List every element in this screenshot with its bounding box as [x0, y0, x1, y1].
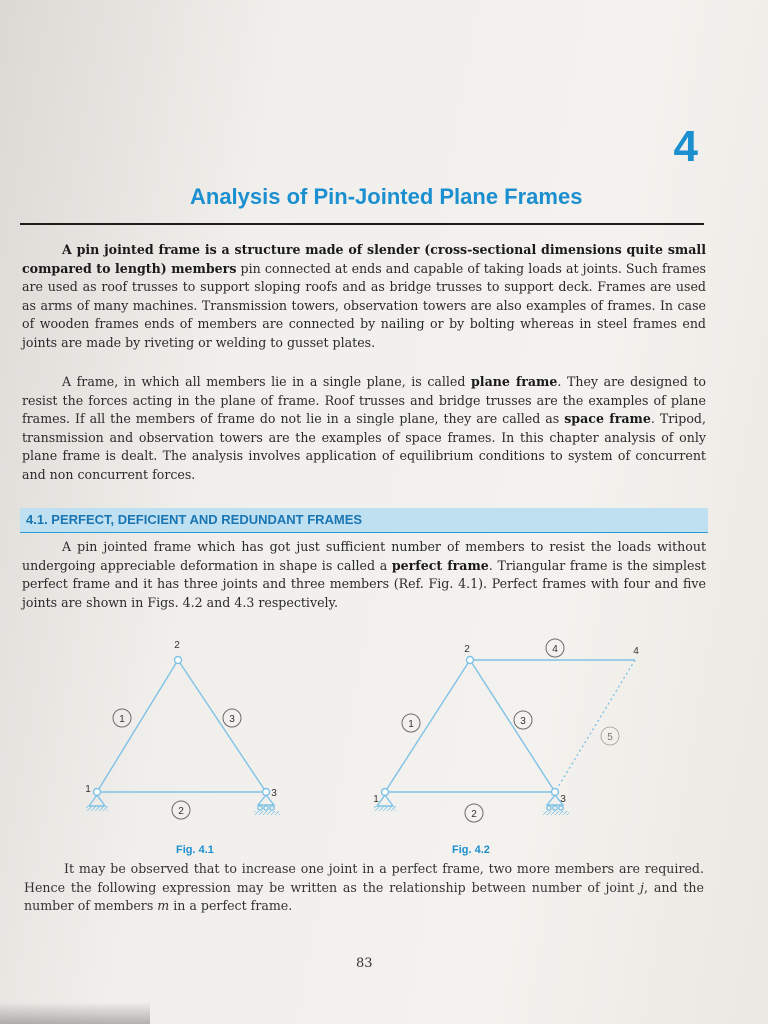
term-perfect-frame: perfect frame: [391, 557, 489, 573]
roller-wheel: [264, 806, 268, 810]
member-line: [555, 660, 635, 792]
variable-m: m: [157, 898, 170, 914]
page-shadow: [0, 1002, 150, 1024]
truss-figures: [0, 630, 768, 860]
member-line: [97, 660, 178, 792]
member-label: 2: [471, 809, 477, 820]
roller-wheel: [559, 806, 563, 810]
pin-support-icon: [89, 795, 105, 806]
body-text: It may be observed that to increase one joint in a perfect frame, two more members are required. Hence the following expression may be written as the relationship between number of joint: [24, 861, 704, 895]
body-text: A frame, in which all members lie in a single plane, is called: [62, 374, 471, 389]
intro-paragraph-1: [22, 241, 706, 353]
body-text: in a perfect frame.: [169, 898, 293, 914]
member-label: 3: [520, 716, 526, 727]
bold-text: A pin jointed frame is a structure made of slender (cross-sectional dimensions quite small compared to length) members: [22, 242, 706, 276]
member-line: [470, 660, 555, 792]
body-text: , and the number of members: [24, 879, 704, 914]
figure-caption: Fig. 4.2: [452, 844, 490, 856]
chapter-title: Analysis of Pin-Jointed Plane Frames: [190, 184, 583, 209]
joint-label: 2: [174, 640, 180, 651]
joint-label: 3: [560, 794, 566, 805]
section-paragraph-2: [24, 860, 704, 916]
figure-4-2: [374, 639, 635, 822]
member-line: [385, 660, 470, 792]
title-divider: [20, 223, 704, 225]
member-label: 4: [552, 644, 558, 655]
ground-hatch: [254, 811, 280, 815]
figures-area: [0, 630, 768, 860]
figure-caption: Fig. 4.1: [176, 844, 214, 856]
member-label: 2: [178, 806, 184, 817]
body-text: . Tripod, transmission and observation towers are the examples of space frames. In this chapter analysis of only plane frame is dealt. The analysis involves application of equilibrium conditions to system of concurrent and non concurrent forces.: [22, 411, 706, 482]
member-label: 1: [119, 714, 125, 725]
section-heading-bar: [20, 508, 708, 533]
ground-hatch: [543, 811, 569, 815]
joint-label: 4: [633, 646, 639, 657]
ground-hatch: [374, 806, 396, 811]
joint-node: [175, 657, 182, 664]
figure-4-1: [86, 657, 280, 820]
joint-label: 2: [464, 644, 470, 655]
body-text: . They are designed to resist the forces acting in the plane of frame. Roof trusses and bridge trusses are the examples of plane frames. If all the members of frame do not lie in a single plane, they are called as: [22, 374, 706, 427]
joint-label: 1: [85, 784, 91, 795]
page-number: 83: [356, 956, 373, 971]
member-line: [178, 660, 266, 792]
roller-wheel: [258, 806, 262, 810]
member-label: 3: [229, 714, 235, 725]
term-space-frame: space frame: [564, 411, 651, 427]
roller-wheel: [553, 806, 557, 810]
term-plane-frame: plane frame: [471, 374, 558, 389]
section-title: 4.1. PERFECT, DEFICIENT AND REDUNDANT FRAMES: [26, 512, 363, 527]
section-paragraph-1: [22, 538, 706, 612]
joint-label: 3: [271, 788, 277, 799]
joint-label: 1: [373, 794, 379, 805]
joint-node: [467, 657, 474, 664]
pin-support-icon: [377, 795, 393, 806]
roller-wheel: [547, 806, 551, 810]
intro-paragraph-2: [22, 373, 706, 485]
body-text: . Triangular frame is the simplest perfect frame and it has three joints and three members (Ref. Fig. 4.1). Perfect frames with four and five joints are shown in Figs. 4.2 and 4.3 respectively.: [22, 557, 706, 610]
roller-wheel: [270, 806, 274, 810]
body-text: pin connected at ends and capable of taking loads at joints. Such frames are used as roof trusses to support sloping roofs and as bridge trusses to support deck. Frames are used as arms of many machines. Transmission towers, observation towers are also examples of frames. In case of wooden frames ends of members are connected by nailing or by bolting whereas in steel frames end joints are made by riveting or welding to gusset plates.: [22, 260, 706, 350]
variable-j: j: [640, 879, 644, 895]
body-text: A pin jointed frame which has got just sufficient number of members to resist the loads without undergoing appreciable deformation in shape is called a: [22, 539, 706, 573]
ground-hatch: [86, 806, 108, 811]
member-label: 5: [607, 732, 613, 743]
chapter-number: 4: [673, 122, 698, 171]
member-label: 1: [408, 719, 414, 730]
